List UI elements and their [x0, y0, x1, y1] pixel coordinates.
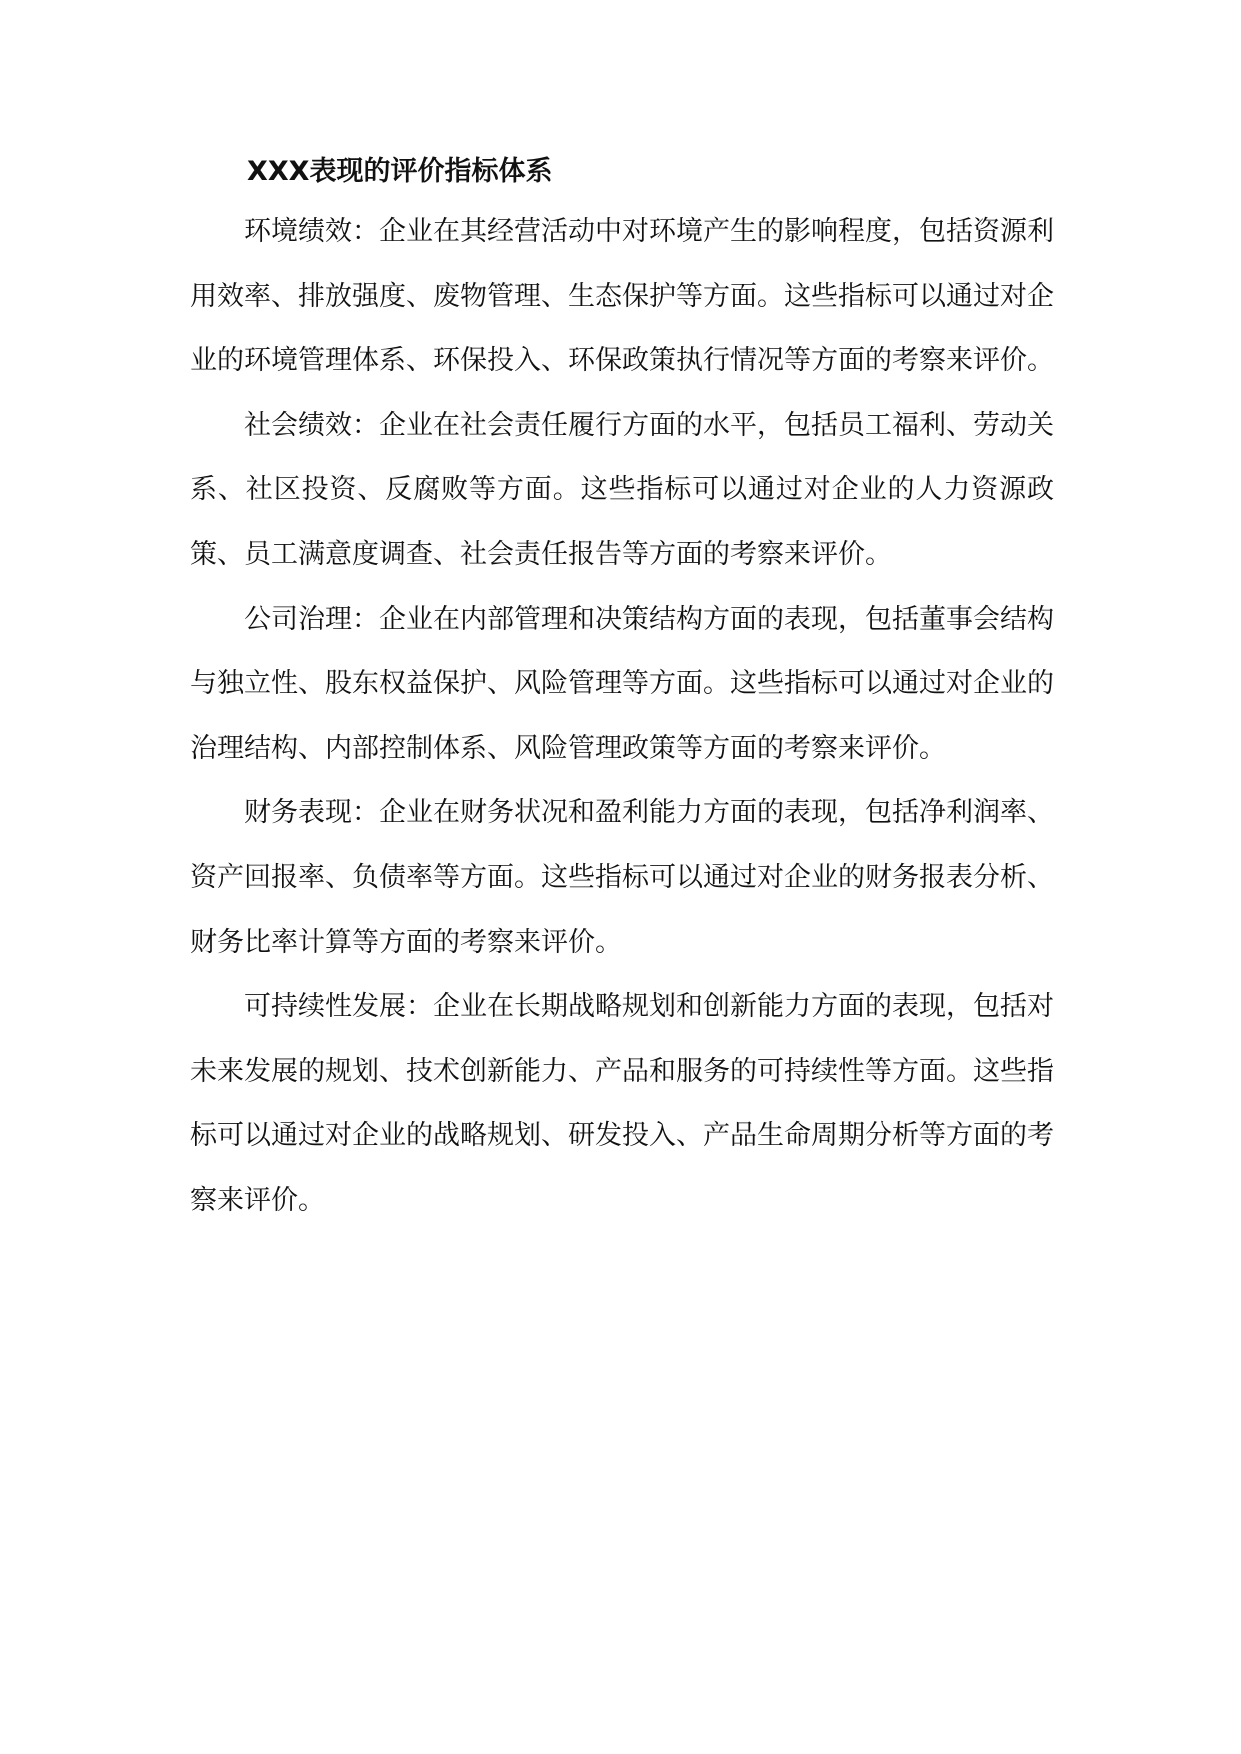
paragraph-corporate-governance: 公司治理：企业在内部管理和决策结构方面的表现，包括董事会结构与独立性、股东权益保护、风险管理等方面。这些指标可以通过对企业的治理结构、内部控制体系、风险管理政策等方面的考察来评价。	[190, 603, 1054, 764]
document-body	[190, 200, 1054, 1234]
paragraph-environmental-performance: 环境绩效：企业在其经营活动中对环境产生的影响程度，包括资源利用效率、排放强度、废物管理、生态保护等方面。这些指标可以通过对企业的环境管理体系、环保投入、环保政策执行情况等方面的考察来评价。	[190, 216, 1054, 377]
document-title: XXX表现的评价指标体系	[247, 156, 553, 187]
paragraph-financial-performance: 财务表现：企业在财务状况和盈利能力方面的表现，包括净利润率、资产回报率、负债率等方面。这些指标可以通过对企业的财务报表分析、财务比率计算等方面的考察来评价。	[190, 797, 1054, 958]
paragraph-social-performance: 社会绩效：企业在社会责任履行方面的水平，包括员工福利、劳动关系、社区投资、反腐败等方面。这些指标可以通过对企业的人力资源政策、员工满意度调查、社会责任报告等方面的考察来评价。	[190, 409, 1054, 570]
paragraph-sustainable-development: 可持续性发展：企业在长期战略规划和创新能力方面的表现，包括对未来发展的规划、技术创新能力、产品和服务的可持续性等方面。这些指标可以通过对企业的战略规划、研发投入、产品生命周期分析等方面的考察来评价。	[190, 991, 1054, 1216]
